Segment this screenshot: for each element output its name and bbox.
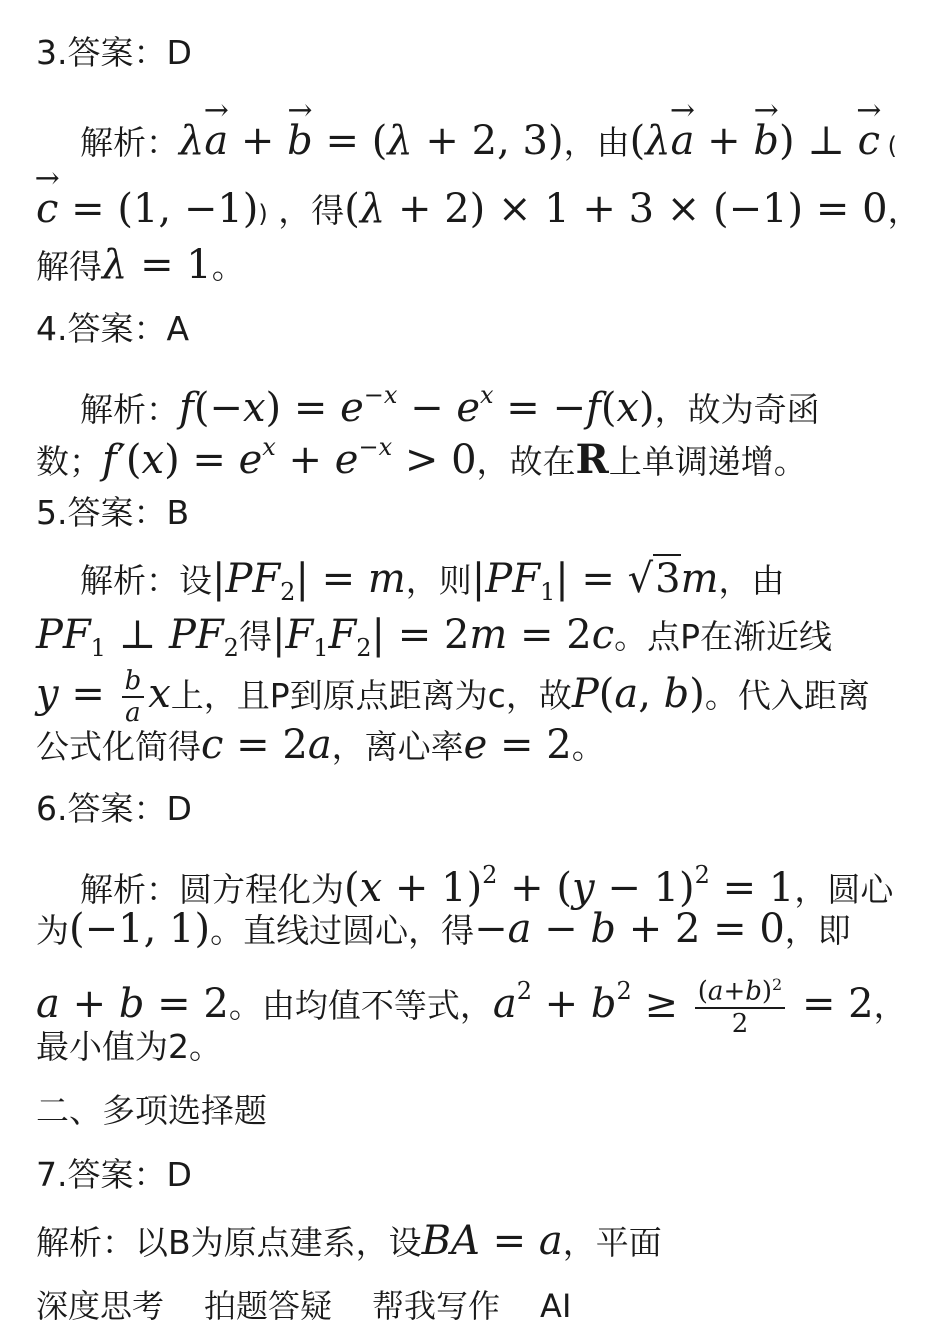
math-expr: (λ + 2) × 1 + 3 × (−1) = 0 xyxy=(344,186,888,232)
q5-text-then: ，则 xyxy=(405,561,472,600)
math-expr: (−1, 1) xyxy=(69,906,211,952)
q7-line1 xyxy=(36,1218,910,1266)
q3-text-solve: 解得 xyxy=(36,247,102,286)
q5-line4 xyxy=(36,722,910,770)
photo-question-button[interactable]: 拍题答疑 xyxy=(204,1287,333,1325)
math-expr: λ→ a + → b = (λ + 2, 3) xyxy=(179,118,564,164)
math-expr: c = 2a xyxy=(201,722,332,768)
q6-text-center: ，圆心 xyxy=(794,870,894,909)
comma: ， xyxy=(887,191,921,230)
q3-line3 xyxy=(36,242,910,290)
bottom-action-bar xyxy=(36,1282,571,1330)
q5-text-ecc: ，离心率 xyxy=(331,727,464,766)
q6-label: 解析：圆方程化为 xyxy=(80,870,344,909)
q5-line3 xyxy=(36,668,910,726)
q4-text-mono: ，故在 xyxy=(476,442,576,481)
q5-text-get: 得 xyxy=(238,617,272,656)
q3-line2: → c = (1, −1)) ，得(λ + 2) × 1 + 3 × (−1) = 0， xyxy=(36,186,910,237)
math-expr: −a − b + 2 = 0 xyxy=(474,906,785,952)
math-expr: → c = (1, −1) xyxy=(36,186,258,232)
math-expr: $(x + 1)^2 + (y - 1)^2 = 1$ xyxy=(344,861,795,911)
math-expr: $|PF_2| = m$ xyxy=(212,556,406,606)
q4-text-shu: 数； xyxy=(36,442,102,481)
math-expr: R xyxy=(575,436,609,483)
math-expr: $f'(x) = e^x + e^{-x} > 0$ xyxy=(102,433,477,483)
q4-text-mono2: 上单调递增。 xyxy=(608,442,807,481)
q5-heading: 5.答案：B xyxy=(36,493,190,532)
math-expr: e = 2 xyxy=(463,722,572,768)
q5-text-on: 上，且P到原点距离为c，故 xyxy=(170,676,572,715)
q4-heading: 4.答案：A xyxy=(36,309,190,348)
math-expr: λ = 1 xyxy=(102,242,212,288)
q6-line4: 最小值为2。 xyxy=(36,1027,222,1066)
q5-text-sub: 。代入距离 xyxy=(704,676,870,715)
q3-text-by: ，由 xyxy=(563,123,630,162)
q5-text-by: ，由 xyxy=(718,561,785,600)
q3-label: 解析： xyxy=(80,123,179,162)
q6-line2 xyxy=(36,906,910,954)
q5-text-simplify: 公式化简得 xyxy=(36,727,201,766)
q5-label: 解析：设 xyxy=(80,561,212,600)
math-expr: $PF_1$ ⊥ $PF_2$ xyxy=(36,612,239,662)
q6-text-ineq: 。由均值不等式， xyxy=(228,986,493,1025)
comma: ， xyxy=(873,986,907,1025)
q4-text-odd: ，故为奇函 xyxy=(654,390,820,429)
math-expr: $a^2 + b^2$ ≥ $\frac{(a+b)^2}{2}$ = 2 xyxy=(492,975,874,1039)
math-expr: $|F_1F_2| = 2m = 2c$ xyxy=(271,612,615,662)
q7-label: 解析：以B为原点建系，设 xyxy=(36,1223,422,1262)
q3-text-get: ，得 xyxy=(278,191,345,230)
q6-line1 xyxy=(80,852,910,913)
math-expr: (λ→ a + → b) ⊥ → c xyxy=(630,118,880,164)
q6-text-is: 为 xyxy=(36,911,69,950)
q3-line1: 解析：λ→ a + → b = (λ + 2, 3)，由(λ→ a + → b) ⊥ → c ( xyxy=(80,118,910,169)
math-expr: a + b = 2 xyxy=(36,981,229,1027)
math-expr: P(a, b) xyxy=(571,671,705,717)
q4-label: 解析： xyxy=(80,390,179,429)
math-expr: y = $\frac{b}{a}$ x xyxy=(36,666,171,728)
q3-heading: 3.答案：D xyxy=(36,33,192,72)
q6-text-ie: ，即 xyxy=(784,911,851,950)
section-title: 二、多项选择题 xyxy=(36,1091,267,1130)
q5-line1 xyxy=(80,556,910,615)
ai-button[interactable]: AI xyxy=(540,1287,572,1325)
q5-text-point: 。点P在渐近线 xyxy=(614,617,833,656)
q5-line2 xyxy=(36,612,910,671)
math-expr: $f(-x) = e^{-x} - e^x = -f(x)$ xyxy=(179,381,655,431)
math-expr: $|PF_1| = √3m$ xyxy=(471,556,719,606)
deep-think-button[interactable]: 深度思考 xyxy=(36,1287,165,1325)
q7-text-plane: ，平面 xyxy=(562,1223,662,1262)
q7-heading: 7.答案：D xyxy=(36,1155,192,1194)
q6-heading: 6.答案：D xyxy=(36,789,192,828)
end-mark: 。 xyxy=(571,727,605,766)
math-expr: BA = a xyxy=(421,1218,563,1264)
help-write-button[interactable]: 帮我写作 xyxy=(372,1287,501,1325)
q4-line2 xyxy=(36,424,910,485)
end-mark: 。 xyxy=(211,247,245,286)
q6-text-line: 。直线过圆心，得 xyxy=(210,911,475,950)
